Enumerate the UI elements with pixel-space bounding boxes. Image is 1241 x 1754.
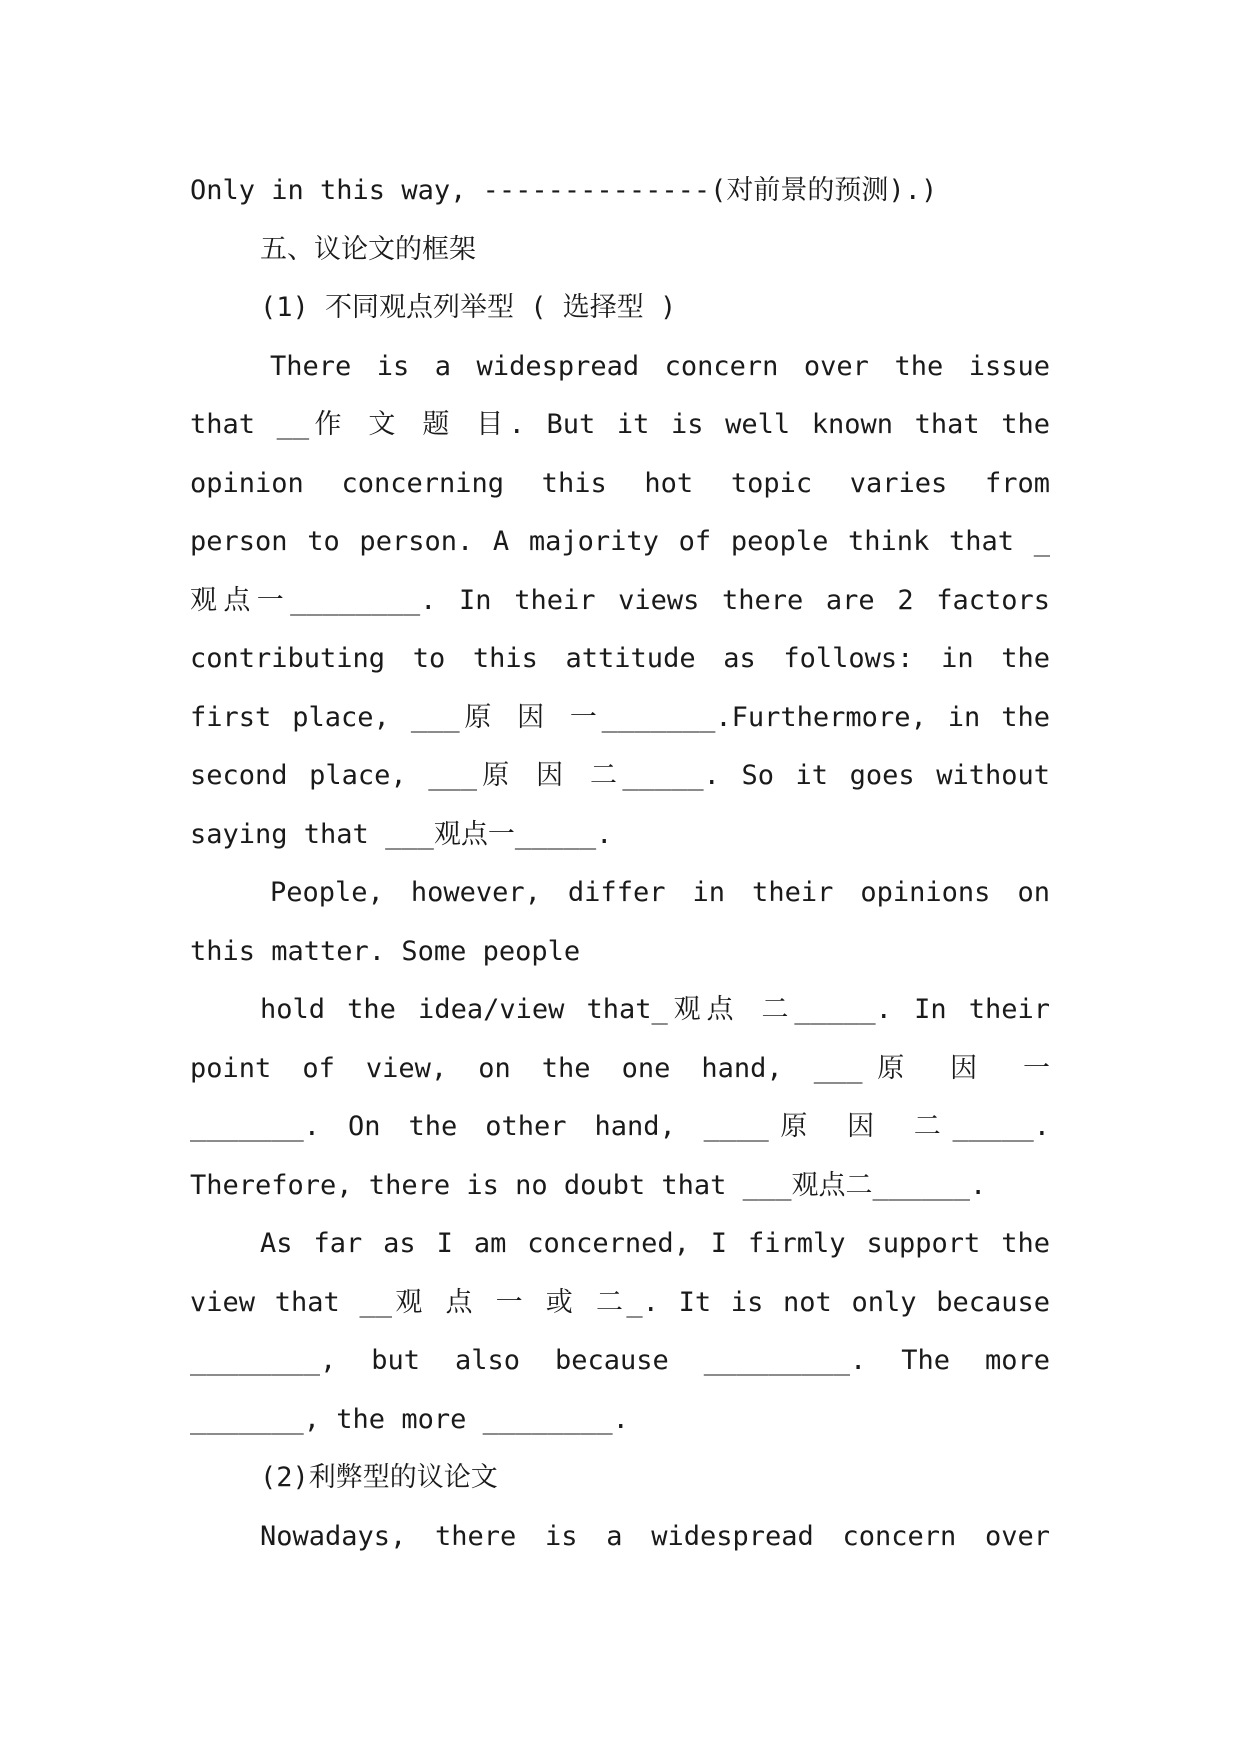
text-line: As far as I am concerned, I firmly support the bbox=[260, 1228, 1050, 1259]
text-line: Therefore, there is no doubt that ___观点二______. bbox=[190, 1169, 987, 1201]
text-line: (2)利弊型的议论文 bbox=[260, 1462, 498, 1493]
text-line: second place, ___原 因 二_____. So it goes without bbox=[190, 760, 1050, 791]
text-line: opinion concerning this hot topic varies from bbox=[190, 467, 1050, 499]
text-line: that __作 文 题 目. But it is well known that the bbox=[190, 409, 1050, 440]
text-line: _______, the more ________. bbox=[190, 1403, 629, 1435]
document-body bbox=[190, 162, 1050, 1566]
text-line: person to person. A majority of people think that _ bbox=[190, 526, 1050, 557]
text-line: saying that ___观点一_____. bbox=[190, 818, 613, 850]
text-line: ________, but also because _________. The more bbox=[190, 1345, 1050, 1376]
text-line: contributing to this attitude as follows: in the bbox=[190, 643, 1050, 674]
text-line: first place, ___原 因 一_______.Furthermore, in the bbox=[190, 701, 1050, 733]
text-line: _______. On the other hand, ____原 因 二_____. bbox=[190, 1111, 1050, 1142]
text-line: People, however, differ in their opinions on bbox=[270, 877, 1050, 908]
text-line: There is a widespread concern over the issue bbox=[270, 350, 1050, 382]
text-line: this matter. Some people bbox=[190, 935, 581, 967]
text-line: 观点一________. In their views there are 2 factors bbox=[190, 584, 1050, 616]
text-line: Nowadays, there is a widespread concern over bbox=[260, 1520, 1050, 1552]
text-line: Only in this way, --------------(对前景的预测).) bbox=[190, 175, 938, 206]
text-line: 五、议论文的框架 bbox=[260, 233, 476, 265]
text-line: hold the idea/view that_观点 二_____. In their bbox=[260, 994, 1050, 1025]
text-line: point of view, on the one hand, ___原 因 一 bbox=[190, 1052, 1050, 1084]
text-line: (1) 不同观点列举型 ( 选择型 ) bbox=[260, 292, 677, 323]
text-line: view that __观 点 一 或 二_. It is not only because bbox=[190, 1286, 1050, 1318]
